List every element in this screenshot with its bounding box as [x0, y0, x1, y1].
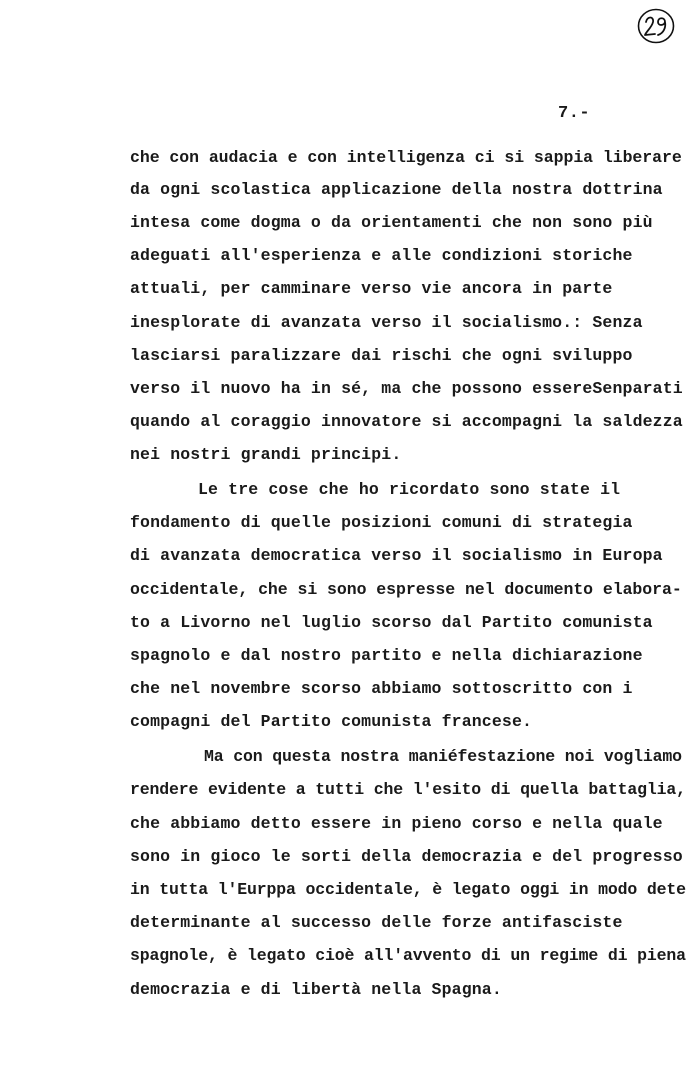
page-stamp — [636, 6, 676, 46]
text-line: Ma con questa nostra maniéfestazione noi vogliamo — [204, 747, 682, 766]
text-line: adeguati all'esperienza e alle condizioni storiche — [130, 246, 633, 265]
text-line: in tutta l'Eurppa occidentale, è legato oggi in modo dete — [130, 880, 686, 899]
text-line: compagni del Partito comunista francese. — [130, 712, 533, 731]
text-line: che con audacia e con intelligenza ci si sappia liberare — [130, 148, 682, 167]
text-line: lasciarsi paralizzare dai rischi che ogni sviluppo — [130, 346, 633, 365]
text-line: che nel novembre scorso abbiamo sottoscritto con i — [130, 679, 633, 698]
text-line: occidentale, che si sono espresse nel documento elabora- — [130, 580, 682, 599]
text-line: fondamento di quelle posizioni comuni di strategia — [130, 513, 633, 532]
text-line: intesa come dogma o da orientamenti che non sono più — [130, 213, 653, 232]
text-line: quando al coraggio innovatore si accompagni la saldezza — [130, 412, 683, 431]
text-line: che abbiamo detto essere in pieno corso e nella quale — [130, 814, 663, 833]
text-line: Le tre cose che ho ricordato sono state il — [198, 480, 621, 499]
text-line: verso il nuovo ha in sé, ma che possono essereSenparati — [130, 379, 683, 398]
text-line: nei nostri grandi principi. — [130, 445, 402, 464]
text-line: democrazia e di libertà nella Spagna. — [130, 980, 502, 999]
text-line: rendere evidente a tutti che l'esito di quella battaglia, — [130, 780, 686, 799]
text-line: spagnolo e dal nostro partito e nella dichiarazione — [130, 646, 643, 665]
text-line: spagnole, è legato cioè all'avvento di un regime di piena — [130, 946, 686, 965]
text-line: determinante al successo delle forze antifasciste — [130, 913, 623, 932]
text-line: da ogni scolastica applicazione della nostra dottrina — [130, 180, 663, 199]
text-line: to a Livorno nel luglio scorso dal Partito comunista — [130, 613, 653, 632]
page-number: 7.- — [558, 104, 591, 123]
text-line: attuali, per camminare verso vie ancora in parte — [130, 279, 613, 298]
text-line: inesplorate di avanzata verso il socialismo.: Senza — [130, 313, 643, 332]
text-line: di avanzata democratica verso il socialismo in Europa — [130, 546, 663, 565]
text-line: sono in gioco le sorti della democrazia e del progresso — [130, 847, 683, 866]
